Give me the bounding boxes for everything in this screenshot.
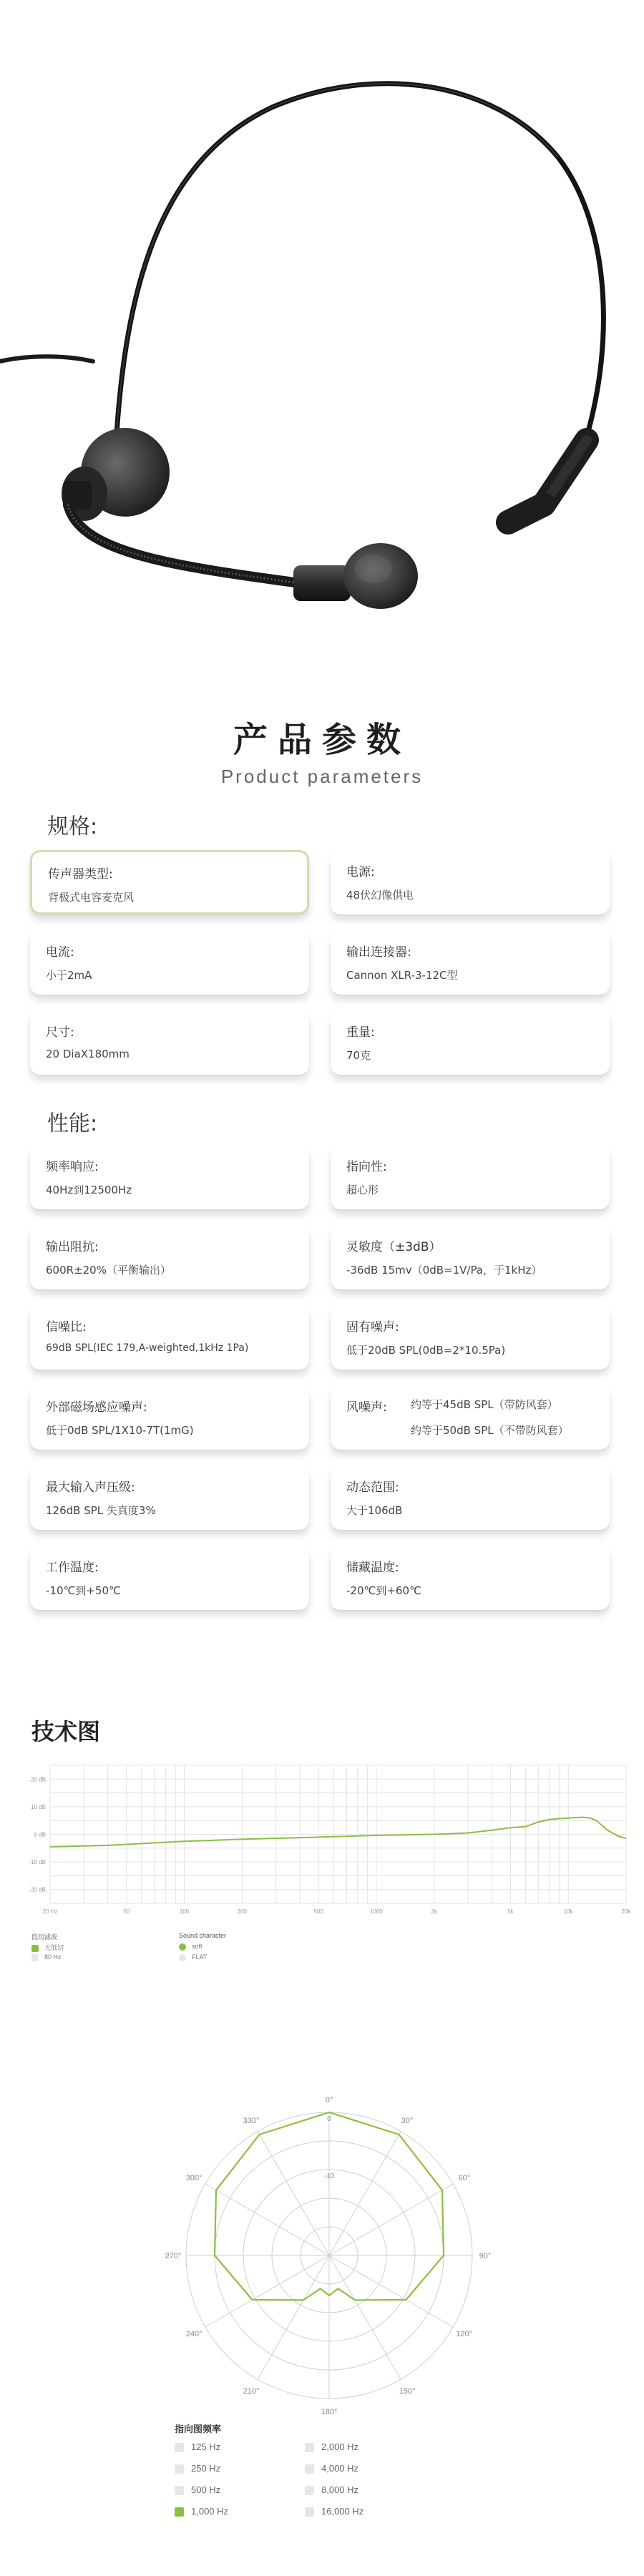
legend-label: 250 Hz — [191, 2463, 221, 2474]
polar-legend-item[interactable] — [175, 2484, 220, 2495]
legend-swatch — [31, 1954, 39, 1961]
legend-swatch — [305, 2486, 314, 2495]
perf-label: 外部磁场感应噪声: — [46, 1400, 147, 1415]
perf-card-snr — [30, 1305, 309, 1370]
polar-angle-label: 90° — [479, 2252, 492, 2260]
spec-card-size — [30, 1010, 309, 1075]
x-tick-label: 50 — [123, 1908, 130, 1915]
polar-legend-item[interactable] — [305, 2441, 358, 2452]
polar-angle-label: 150° — [399, 2386, 416, 2396]
spec-value: 48伏幻像供电 — [346, 889, 414, 902]
section-title: 产品参数 — [233, 720, 411, 760]
legend-label: 500 Hz — [191, 2484, 221, 2495]
spec-label: 电源: — [346, 865, 375, 879]
spec-card-power — [331, 850, 610, 914]
perf-card-max-spl — [30, 1465, 309, 1530]
legend-label: 2,000 Hz — [321, 2441, 359, 2452]
perf-value: 低于0dB SPL/1X10-7T(1mG) — [46, 1424, 194, 1437]
polar-legend-item[interactable] — [305, 2506, 364, 2517]
perf-value: -20℃到+60℃ — [346, 1584, 421, 1597]
perf-label: 指向性: — [346, 1160, 387, 1174]
x-tick-label: 2k — [431, 1908, 437, 1915]
polar-spoke — [205, 2184, 329, 2255]
polar-spoke — [329, 2184, 453, 2255]
legend-swatch — [175, 2486, 184, 2495]
x-tick-label: 1000 — [369, 1908, 383, 1915]
spec-label: 输出连接器: — [346, 945, 411, 960]
spec-value: 背极式电容麦克风 — [48, 891, 135, 904]
polar-angle-label: 30° — [401, 2117, 414, 2126]
perf-card-wind-noise — [331, 1385, 610, 1450]
polar-angle-label: 270° — [165, 2252, 182, 2260]
perf-label: 灵敏度（±3dB） — [346, 1240, 441, 1254]
perf-label: 频率响应: — [46, 1160, 99, 1174]
perf-card-frequency-response — [30, 1145, 309, 1209]
perf-label: 储藏温度: — [346, 1561, 399, 1575]
gooseneck-boom — [68, 504, 301, 583]
frequency-response-svg — [21, 1757, 630, 1921]
perf-label: 工作温度: — [46, 1561, 99, 1575]
spec-card-mic-type — [30, 850, 309, 914]
headband-wire — [114, 84, 603, 472]
headset-microphone-illustration — [0, 0, 644, 687]
x-tick-label: 5k — [507, 1908, 514, 1915]
perf-value-secondary: 约等于50dB SPL（不带防风套） — [411, 1424, 569, 1437]
legend-swatch — [179, 1954, 186, 1961]
y-tick-label: 10 dB — [31, 1803, 46, 1810]
x-tick-label: 200 — [237, 1908, 248, 1915]
spec-value: 20 DiaX180mm — [46, 1048, 130, 1060]
perf-card-sensitivity — [331, 1225, 610, 1289]
spec-value: 小于2mA — [46, 969, 92, 982]
x-tick-label: 10k — [563, 1908, 573, 1915]
perf-value: 40Hz到12500Hz — [46, 1184, 132, 1196]
polar-spoke — [258, 2255, 329, 2379]
spec-card-current — [30, 930, 309, 995]
y-tick-label: 0 dB — [34, 1831, 46, 1838]
freq-legend-title-1: 低切滤波 — [31, 1933, 58, 1941]
polar-legend-item[interactable] — [175, 2506, 228, 2517]
x-tick-label: 20k — [621, 1908, 631, 1915]
legend-swatch-active — [179, 1943, 186, 1951]
perf-card-magnetic-noise — [30, 1385, 309, 1450]
perf-value: -36dB 15mv（0dB=1V/Pa，于1kHz） — [346, 1264, 542, 1277]
polar-legend-item[interactable] — [305, 2463, 358, 2474]
polar-angle-label: 60° — [458, 2174, 471, 2182]
spec-value: 70克 — [346, 1049, 371, 1062]
perf-card-operating-temp — [30, 1546, 309, 1610]
legend-swatch-active — [175, 2507, 184, 2517]
legend-label: 4,000 Hz — [321, 2463, 359, 2474]
y-tick-label: -10 dB — [29, 1859, 46, 1866]
legend-label: 8,000 Hz — [321, 2484, 359, 2495]
polar-legend-item[interactable] — [305, 2484, 358, 2495]
perf-card-self-noise — [331, 1305, 610, 1370]
freq-legend-title-2: Sound character — [179, 1932, 227, 1939]
performance-heading: 性能: — [47, 1111, 98, 1136]
legend-swatch — [305, 2443, 314, 2452]
polar-radial-label: 0 — [327, 2115, 331, 2123]
perf-card-output-impedance — [30, 1225, 309, 1289]
polar-angle-label: 120° — [456, 2330, 473, 2338]
freq-legend-item[interactable] — [179, 1953, 207, 1961]
polar-pattern-chart — [165, 2089, 494, 2426]
perf-label: 风噪声: — [346, 1400, 387, 1415]
product-photo — [0, 0, 644, 687]
spec-value: Cannon XLR-3-12C型 — [346, 969, 458, 982]
legend-label: 80 Hz — [44, 1953, 62, 1961]
specs-heading: 规格: — [47, 814, 98, 839]
freq-legend-item[interactable] — [31, 1953, 62, 1961]
polar-angle-label: 210° — [243, 2386, 260, 2396]
x-tick-label: 20 Hz — [42, 1908, 58, 1915]
polar-angle-label: 180° — [321, 2408, 338, 2416]
freq-legend-item[interactable] — [179, 1943, 203, 1951]
polar-pattern-svg — [165, 2089, 494, 2426]
legend-label: soft — [192, 1943, 203, 1950]
legend-swatch-active — [31, 1945, 39, 1952]
spec-label: 尺寸: — [46, 1025, 74, 1040]
polar-spoke — [258, 2132, 329, 2255]
perf-value: 约等于45dB SPL（带防风套） — [411, 1398, 558, 1411]
polar-angle-label: 300° — [185, 2174, 203, 2182]
tech-heading: 技术图 — [31, 1718, 101, 1745]
freq-legend-item[interactable] — [31, 1943, 64, 1952]
frequency-response-chart — [21, 1757, 630, 1921]
legend-swatch — [175, 2464, 184, 2474]
perf-label: 最大输入声压级: — [46, 1480, 135, 1495]
perf-value: -10℃到+50℃ — [46, 1584, 121, 1597]
polar-spoke — [329, 2132, 401, 2255]
perf-label: 输出阻抗: — [46, 1240, 99, 1254]
legend-label: 1,000 Hz — [191, 2506, 229, 2517]
section-subtitle: Product parameters — [220, 766, 424, 787]
polar-angle-label: 240° — [185, 2330, 203, 2338]
perf-value: 大于106dB — [346, 1504, 403, 1517]
polar-legend-item[interactable] — [175, 2463, 220, 2474]
polar-angle-label: 330° — [243, 2117, 260, 2126]
legend-swatch — [305, 2464, 314, 2474]
spec-label: 电流: — [46, 945, 74, 960]
spec-label: 传声器类型: — [48, 867, 113, 882]
legend-label: 无低切 — [44, 1944, 64, 1951]
perf-value: 126dB SPL 失真度3% — [46, 1504, 156, 1517]
spec-label: 重量: — [346, 1025, 375, 1040]
polar-legend-title: 指向图频率 — [175, 2424, 222, 2434]
x-tick-label: 500 — [313, 1908, 323, 1915]
perf-value: 600R±20%（平衡输出） — [46, 1264, 171, 1277]
perf-card-dynamic-range — [331, 1465, 610, 1530]
perf-value: 69dB SPL(IEC 179,A-weighted,1kHz 1Pa) — [46, 1342, 249, 1354]
legend-swatch — [305, 2507, 314, 2517]
spec-card-connector — [331, 930, 610, 995]
legend-swatch — [175, 2443, 184, 2452]
polar-spoke — [329, 2255, 401, 2379]
y-tick-label: 20 dB — [31, 1776, 46, 1783]
polar-legend-item[interactable] — [175, 2441, 220, 2452]
perf-value: 超心形 — [346, 1184, 379, 1196]
perf-card-directivity — [331, 1145, 610, 1209]
perf-label: 固有噪声: — [346, 1320, 399, 1335]
y-tick-label: -20 dB — [29, 1886, 46, 1893]
perf-label: 动态范围: — [346, 1480, 399, 1495]
polar-angle-label: 0° — [325, 2096, 333, 2104]
polar-radial-label: -10 — [323, 2172, 335, 2180]
spec-card-weight — [331, 1010, 610, 1075]
frequency-response-line — [50, 1818, 626, 1847]
x-tick-label: 100 — [179, 1908, 190, 1915]
perf-value: 低于20dB SPL(0dB=2*10.5Pa) — [346, 1344, 506, 1357]
perf-card-storage-temp — [331, 1546, 610, 1610]
perf-label: 信噪比: — [46, 1320, 87, 1335]
legend-label: FLAT — [192, 1953, 208, 1961]
legend-label: 125 Hz — [191, 2441, 221, 2452]
legend-label: 16,000 Hz — [321, 2506, 364, 2517]
